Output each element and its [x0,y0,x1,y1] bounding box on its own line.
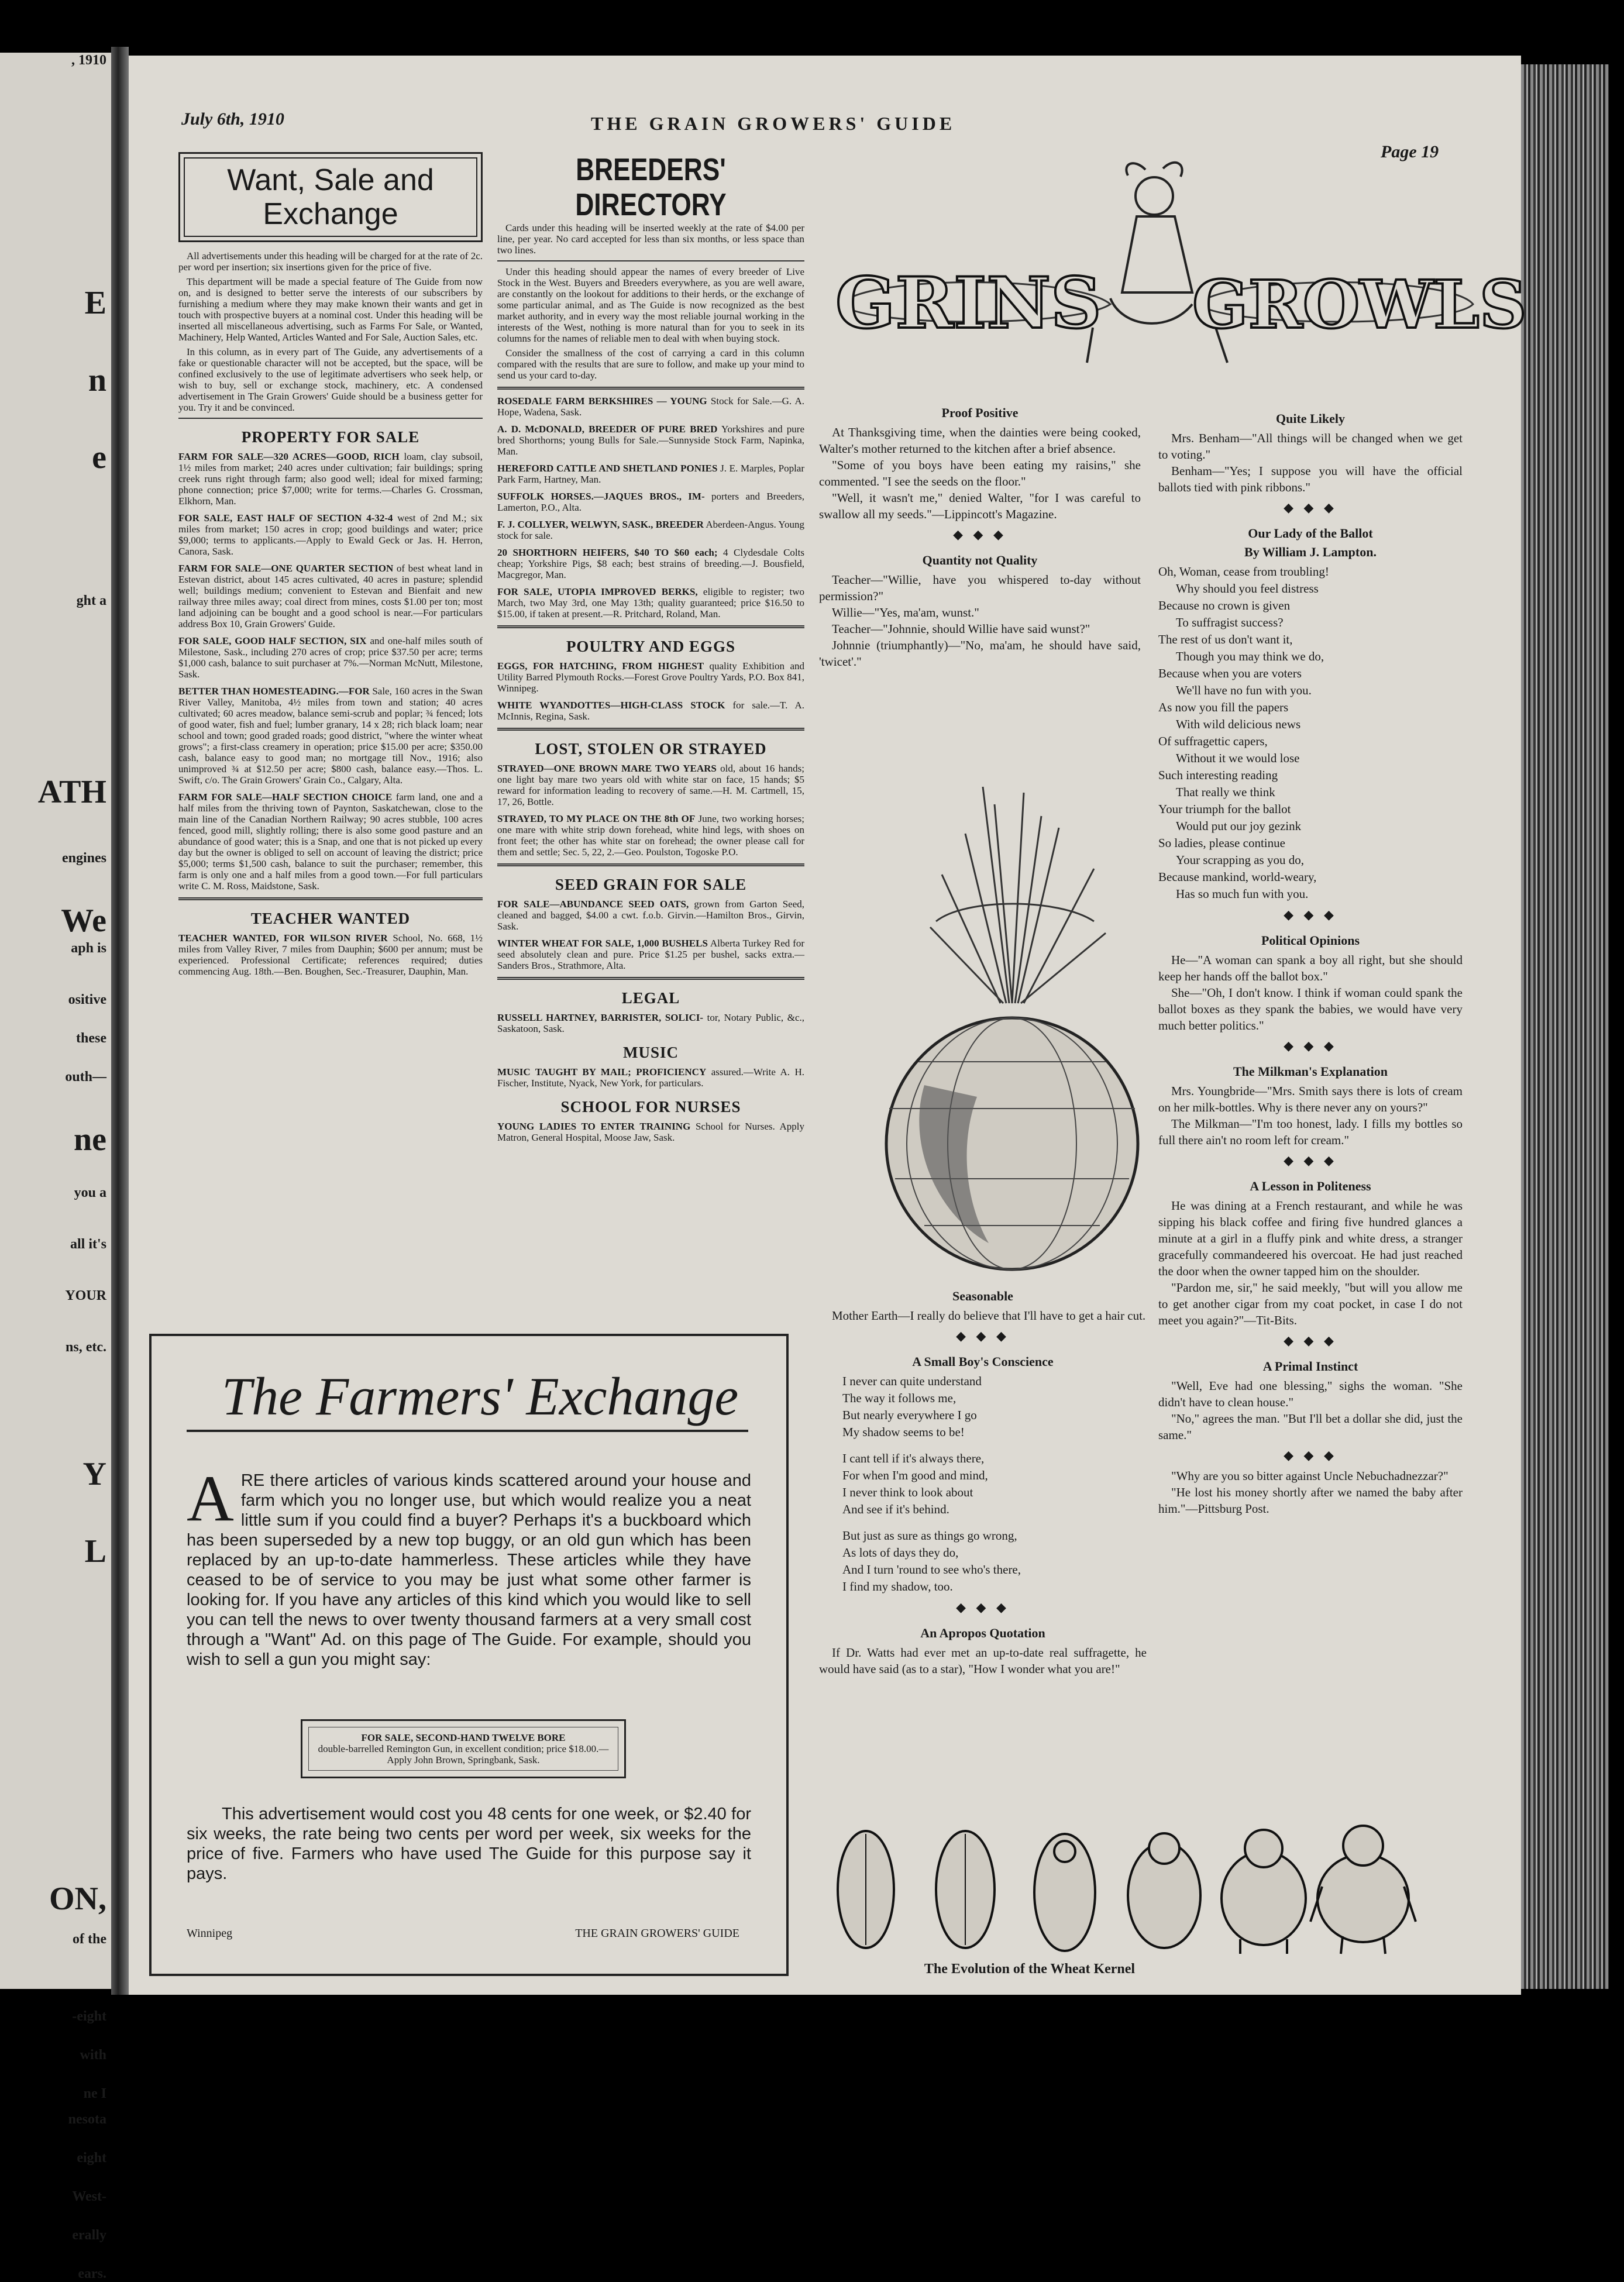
grins-word: GRINS [835,262,1102,345]
previous-page-fragment: ne I [83,2086,106,2101]
verse-line: Without it we would lose [1176,751,1300,765]
page-gutter [111,47,129,1995]
story-paragraph: Teacher—"Willie, have you whispered to-day without permission?" [819,573,1141,603]
book-page-edges [1521,64,1609,1989]
breeders-intro-3: Consider the smallness of the cost of carrying a card in this column compared with the results that are sure to follow, and make up your mind to send us your card to-day. [497,347,804,381]
previous-page-fragment: ght a [76,593,106,608]
verse-line: I never can quite understand [842,1374,982,1388]
want-sale-column [178,152,483,983]
poultry-ad-body: quality Exhibition and Utility Barred Plymouth Rocks.—Forest Grove Poultry Yards, P.O. Box 841, Winnipeg. [497,660,804,694]
story-paragraph: The Milkman—"I'm too honest, lady. I fills my bottles so full there ain't no room left for cream." [1158,1117,1463,1147]
breeders-intro-1: Cards under this heading will be inserted weekly at the rate of $4.00 per line, per year. No card accepted for less than six months, or less space than two lines. [497,222,804,256]
property-ad-head: FARM FOR SALE—ONE QUARTER SECTION [178,563,394,574]
farmers-exchange-footer-left: Winnipeg [187,1927,233,1940]
want-sale-intro-1: All advertisements under this heading will be charged for at the rate of 2c. per word per insertion; six insertions given for the price of five. [178,250,483,273]
verse-line: But nearly everywhere I go [842,1408,977,1422]
verse-line: For when I'm good and mind, [842,1468,988,1482]
ballot-author: By William J. Lampton. [1244,545,1377,559]
poultry-ad-head: WHITE WYANDOTTES—HIGH-CLASS STOCK [497,700,725,711]
story-paragraph: "He lost his money shortly after we named the baby after him."—Pittsburg Post. [1158,1485,1463,1516]
breeder-card [497,547,804,580]
previous-page-edge [0,53,111,2281]
previous-page-fragment: these [76,1031,106,1046]
breeder-card [497,586,804,619]
legal-heading: LEGAL [621,989,680,1007]
page-number: Page 19 [1381,142,1439,161]
previous-page-fragment: e [92,439,106,476]
nurses-ad-body: School for Nurses. Apply Matron, General Hospital, Moose Jaw, Sask. [497,1121,804,1143]
poultry-ad [497,660,804,694]
verse-line: Oh, Woman, cease from troubling! [1158,565,1329,579]
breeder-card [497,424,804,457]
farmers-exchange-footer-right: THE GRAIN GROWERS' GUIDE [575,1927,739,1940]
previous-page-fragment: outh— [65,1069,106,1085]
story-paragraph: He—"A woman can spank a boy all right, but she should keep her hands off the ballot box." [1158,953,1463,983]
previous-page-fragment: eight [77,2150,106,2166]
verse-line [842,1518,1147,1527]
story-paragraph: Johnnie (triumphantly)—"No, ma'am, he should have said, 'twicet'." [819,638,1141,669]
verse-line: Your triumph for the ballot [1158,802,1291,816]
seed-ad [497,938,804,971]
lost-ads-list [497,763,804,858]
story-title: Proof Positive [941,405,1019,420]
growls-word: GROWLS [1192,267,1527,343]
breeders-intro-2: Under this heading should appear the names of every breeder of Live Stock in the West. Buyers and Breeders everywhere, as you are well aware, are constantly on the lookout for additions to their herds, or the exchange of some particular animal, and as The Guide is now recognized as the best market authority, and in every way the most reliable journal working in the interests of the West, nothing is more natural than for you to seek in its columns for the names of reliable men to deal with when buying stock. [497,266,804,344]
story-title: Political Opinions [1261,933,1360,948]
separator: ◆ ◆ ◆ [1284,1333,1337,1348]
breeder-card-body: eligible to register; two March, two May 3rd, one May 13th; quality guaranteed; price $16.50 to $15.00, if taken at present.—R. Pritchard, Roland, Man. [497,586,805,619]
previous-page-fragment: YOUR [65,1288,106,1303]
nurses-ad [497,1121,804,1143]
previous-page-fragment: ATH [37,774,106,810]
previous-page-fragment: -eight [72,2009,106,2024]
property-ad-body: of best wheat land in Estevan district, about 145 acres cultivated, 40 acres in pasture; splendid well; buildings medium; convenient to Estevan and Bienfait and new railway three miles away; coal direct from mines, costs $1.00 per ton; most land adjoining can be bought and a good school is near.—For particulars address Box 10, Grain Growers' Guide. [178,563,483,629]
story-title: A Lesson in Politeness [1250,1179,1371,1193]
grins-right-column [1158,401,1463,1517]
verse-line: Would put our joy gezink [1176,819,1302,833]
music-ad-head: MUSIC TAUGHT BY MAIL; PROFICIENCY [497,1066,707,1078]
breeders-column [497,152,804,1149]
lost-ad [497,813,804,858]
story-paragraph: She—"Oh, I don't know. I think if woman could spank the ballot boxes as they spank the babies, we would have very much better politics." [1158,986,1463,1032]
page-date: July 6th, 1910 [181,109,284,129]
lost-ad [497,763,804,807]
breeder-card-body: Aberdeen-Angus. Young stock for sale. [497,519,805,541]
verse-line: We'll have no fun with you. [1176,683,1312,697]
story-paragraph: Willie—"Yes, ma'am, wunst." [832,605,979,619]
verse-line: Your scrapping as you do, [1176,853,1304,867]
breeder-card-head: 20 SHORTHORN HEIFERS, $40 TO $60 each; [497,547,718,558]
grins-left-column [819,395,1141,670]
verse-line: Such interesting reading [1158,768,1278,782]
verse-line: With wild delicious news [1176,717,1301,731]
breeder-card-head: FOR SALE, UTOPIA IMPROVED BERKS, [497,586,698,597]
seed-heading: SEED GRAIN FOR SALE [555,876,747,893]
verse-line: But just as sure as things go wrong, [842,1529,1017,1543]
poultry-heading: POULTRY AND EGGS [566,638,736,655]
lost-heading: LOST, STOLEN OR STRAYED [535,740,767,758]
ballot-title: Our Lady of the Ballot [1248,526,1373,541]
breeders-title: BREEDERS' DIRECTORY [575,152,727,222]
breeder-card-body: Yorkshires and pure bred Shorthorns; young Bulls for Sale.—Sunnyside Stock Farm, Napinka, Man. [497,424,804,457]
verse-line: I find my shadow, too. [842,1579,953,1593]
verse-line: And I turn 'round to see who's there, [842,1562,1021,1577]
farmers-exchange-body [187,1462,751,1670]
property-ads-list [178,451,483,892]
breeder-card-body: J. E. Marples, Poplar Park Farm, Hartney, Man. [497,463,805,485]
seed-ad-head: FOR SALE—ABUNDANCE SEED OATS, [497,899,689,910]
story-paragraph: Benham—"Yes; I suppose you will have the official ballots tied with pink ribbons." [1158,464,1463,494]
grins-growls-illustration [818,152,1527,398]
verse-line: My shadow seems to be! [842,1425,965,1439]
verse-line: Because no crown is given [1158,598,1291,612]
property-ad [178,563,483,629]
verse-line: Of suffragettic capers, [1158,734,1268,748]
nurses-ad-head: YOUNG LADIES TO ENTER TRAINING [497,1121,691,1132]
seed-ads-list [497,899,804,971]
story-paragraph: Mrs. Youngbride—"Mrs. Smith says there is lots of cream on her milk-bottles. Why is there never any on yours?" [1158,1084,1463,1114]
verse-line: Because when you are voters [1158,666,1302,680]
property-ad-head: FOR SALE, GOOD HALF SECTION, SIX [178,635,367,646]
poultry-ad-head: EGGS, FOR HATCHING, FROM HIGHEST [497,660,704,672]
verse-line: As lots of days they do, [842,1546,959,1560]
verse-line: As now you fill the papers [1158,700,1289,714]
want-sale-heading-box [178,152,483,242]
separator: ◆ ◆ ◆ [1284,1153,1337,1168]
want-sale-heading-line2: Exchange [263,197,398,231]
previous-page-fragment: E [84,285,106,321]
property-ad-head: FOR SALE, EAST HALF OF SECTION 4-32-4 [178,512,393,524]
nurses-heading: SCHOOL FOR NURSES [560,1098,741,1116]
previous-page-fragment: We [61,903,106,939]
sample-ad-body: double-barrelled Remington Gun, in excellent condition; price $18.00.—Apply John Brown, Springbank, Sask. [318,1743,609,1765]
property-ad-head: FARM FOR SALE—320 ACRES—GOOD, RICH [178,451,400,462]
seasonable-text: Mother Earth—I really do believe that I'll have to get a hair cut. [832,1309,1146,1323]
story-paragraph: Mrs. Benham—"All things will be changed when we get to voting." [1158,431,1463,462]
previous-page-fragment: aph is [71,941,106,956]
story-paragraph: He was dining at a French restaurant, and while he was sipping his black coffee and firing five hundred glances a minute at a girl in a fluffy pink and white dress, a stranger gracefully commandeered his overcoat. He had just reached the door when the owner tapped him on the shoulder. [1158,1199,1463,1278]
conscience-title: A Small Boy's Conscience [912,1354,1054,1369]
mother-earth-illustration [848,781,1176,1284]
farmers-exchange-text-1: RE there articles of various kinds scattered around your house and farm which you no longer use, but which would realize you a neat little sum if you could find a buyer? Perhaps it's a buckboard which has been superseded by a new top buggy, or an old gun which has been replaced by an up-to-date hammerless. These articles while they have ceased to be of service to you may be just what some other farmer is looking for. If you have any articles of this kind which you would like to sell you can tell the news to over twenty thousand farmers at a very small cost through a "Want" Ad. on this page of The Guide. For example, should you wish to sell a gun you might say: [187,1471,751,1669]
farmers-exchange-dropcap: A [187,1462,234,1535]
story-title: A Primal Instinct [1262,1359,1358,1374]
property-ad-body: Sale, 160 acres in the Swan River Valley, Manitoba, 4½ miles from town and station; 40 acres cultivated; 60 acres meadow, balance semi-scrub and poplar; ¾ fenced; lots of good water, fish and fuel; lumber granary, 14 x 28; rich black loam; near school and town; good graded roads; good district, "where the winter wheat grows"; a first-class creamery in operation; price $15.00 per acre; $350.00 cash, balance easy to good man; no mortgage till Nov., 1916; also unimproved ¾ at $12.50 per acre; $800 cash, balance easy.—Thos. L. Swift, c/o. The Grain Growers' Grain Co., Calgary, Alta. [178,686,483,786]
verse-line: The way it follows me, [842,1391,956,1405]
story-title: Quantity not Quality [922,553,1038,567]
story-paragraph: "No," agrees the man. "But I'll bet a dollar she did, just the same." [1158,1412,1463,1442]
previous-page-fragment: ns, etc. [66,1340,106,1355]
separator: ◆ ◆ ◆ [1284,1448,1337,1462]
property-heading: PROPERTY FOR SALE [241,428,420,446]
want-sale-intro-3: In this column, as in every part of The Guide, any advertisements of a fake or questionable character will not be accepted, but the space, will be confined exclusively to the use of legitimate advertisers who seek help, or wish to buy, sell or exchange stock, machinery, etc. A condensed advertisement in The Grain Growers' Guide should be a business getter for you. Try it and be convinced. [178,346,483,413]
breeder-card-body: 4 Clydesdale Colts cheap; Yorkshire Pigs, $8 each; best strains of breeding.—J. Bousfield, Macgregor, Man. [497,547,804,580]
verse-line: So ladies, please continue [1158,836,1285,850]
breeder-cards-list [497,395,804,619]
previous-page-fragment: ears. [78,2266,106,2281]
previous-page-fragment: ositive [68,992,106,1007]
lost-ad-body: old, about 16 hands; one light bay mare two years old with white star on face, 15 hands; $5 reward for information leading to recovery of same.—H. M. Cartmell, 15, 17, 26, Bottle. [497,763,804,807]
legal-ad-head: RUSSELL HARTNEY, BARRISTER, SOLICI- [497,1012,704,1023]
wheat-kernel-drawings [807,1816,1486,1957]
verse-line: And see if it's behind. [842,1502,949,1516]
story-paragraph: "Pardon me, sir," he said meekly, "but will you allow me to get another cigar from my coat pocket, in case I do not meet you again?"—Tit-Bits. [1158,1281,1463,1327]
page-title: THE GRAIN GROWERS' GUIDE [591,113,956,134]
previous-page-fragment: with [80,2047,106,2063]
story-paragraph: "Well, it wasn't me," denied Walter, "for I was careful to swallow all my seeds."—Lippincott's Magazine. [819,491,1141,521]
legal-ad-body: tor, Notary Public, &c., Saskatoon, Sask. [497,1012,805,1034]
breeder-card-head: HEREFORD CATTLE AND SHETLAND PONIES [497,463,718,474]
conscience-poem [819,1373,1147,1595]
farmers-exchange-box [149,1334,789,1976]
previous-page-fragment: nesota [68,2112,106,2127]
breeder-card-head: F. J. COLLYER, WELWYN, SASK., BREEDER [497,519,704,530]
music-ad-body: assured.—Write A. H. Fischer, Institute, Nyack, New York, for particulars. [497,1066,804,1089]
grins-growls-banner [818,152,1527,398]
music-heading: MUSIC [622,1044,679,1061]
seed-ad [497,899,804,932]
breeder-card-body: porters and Breeders, Lamerton, P.O., Alta. [497,491,804,513]
breeder-card [497,395,804,418]
property-ad [178,451,483,507]
previous-page-fragment: n [88,362,106,398]
previous-page-fragment: ON, [49,1881,106,1917]
property-ad [178,791,483,892]
separator: ◆ ◆ ◆ [956,1600,1010,1615]
verse-line: That really we think [1176,785,1275,799]
farmers-exchange-text-2: This advertisement would cost you 48 cents for one week, or $2.40 for six weeks, the rate being two cents per word per week, six weeks for the price of five. Farmers who have used The Guide for this purpose say it pays. [187,1805,751,1883]
property-ad [178,635,483,680]
ballot-poem [1158,563,1463,903]
separator: ◆ ◆ ◆ [1284,1038,1337,1053]
verse-line: To suffragist success? [1176,615,1284,629]
separator: ◆ ◆ ◆ [1284,907,1337,922]
verse-line: Has so much fun with you. [1176,887,1309,901]
poultry-ads-list [497,660,804,722]
previous-page-fragment: ne [74,1121,106,1158]
previous-page-fragment: L [84,1533,106,1569]
newspaper-page [129,56,1527,1995]
lost-ad-body: June, two working horses; one mare with white strip down forehead, white hind legs, with shoes on front feet; the other has white star on forehead; the owner please call for them and settle; Sec. 5, 22, 2.—Geo. Poulston, Togoske P.O. [497,813,804,858]
grins-left-lower [819,1278,1147,1677]
sample-ad-head: FOR SALE, SECOND-HAND TWELVE BORE [361,1732,566,1743]
previous-page-fragment: you a [74,1185,106,1200]
story-title: The Milkman's Explanation [1233,1064,1388,1079]
sample-ad-box [301,1719,626,1778]
story-paragraph: "Some of you boys have been eating my raisins," she commented. "I see the seeds on the floor." [819,458,1141,488]
previous-page-fragment: all it's [70,1237,106,1252]
farmers-exchange-title: The Farmers' Exchange [222,1367,739,1426]
verse-line: The rest of us don't want it, [1158,632,1293,646]
breeder-card-head: ROSEDALE FARM BERKSHIRES — YOUNG [497,395,707,407]
separator: ◆ ◆ ◆ [953,527,1007,542]
verse-line [842,1441,1147,1450]
apropos-title: An Apropos Quotation [920,1626,1045,1640]
seed-ad-body: grown from Garton Seed, cleaned and bagged, $4.00 a cwt. f.o.b. Girvin.—Hamilton Bros., Girvin, Sask. [497,899,804,932]
property-ad-body: west of 2nd M.; six miles from market; 150 acres in crop; good buildings and water; price $9,000; terms to applicants.—Apply to Ewald Geck or Jas. H. Herron, Canora, Sask. [178,512,483,557]
verse-line: Why should you feel distress [1176,581,1319,596]
wheat-kernel-caption: The Evolution of the Wheat Kernel [924,1961,1136,1977]
poultry-ad [497,700,804,722]
breeder-card [497,519,804,541]
apropos-text: If Dr. Watts had ever met an up-to-date real suffragette, he would have said (as to a star), "How I wonder what you are!" [819,1646,1147,1676]
legal-ad [497,1012,804,1034]
story-title: Quite Likely [1276,411,1345,426]
property-ad [178,512,483,557]
poultry-ad-body: for sale.—T. A. McInnis, Regina, Sask. [497,700,804,722]
story-paragraph: Teacher—"Johnnie, should Willie have said wunst?" [832,622,1090,636]
seasonable-title: Seasonable [952,1289,1013,1303]
verse-line: I cant tell if it's always there, [842,1451,985,1465]
want-sale-intro-2: This department will be made a special feature of The Guide from now on, and is designed to better serve the interests of our subscribers by furnishing a medium where they may make known their wants and get in touch with prospective buyers at a nominal cost. Under this heading will be inserted all miscellaneous advertising, such as Farms For Sale, or Wanted, Machinery, Help Wanted, Articles Wanted and For Sale, Auction Sales, etc. [178,276,483,343]
previous-page-fragment: of the [73,1932,106,1947]
property-ad-body: farm land, one and a half miles from the thriving town of Paynton, Saskatchewan, close to the main line of the Canadian Northern Railway; 90 acres stubble, 100 acres fenced, good mill, slightly rolling; there is also some good pasture and an abundance of good water; this is a Snap, and one that is not picked up every day but the owner is obliged to sell on account of leaving the district; price $5,000; terms $1,500 cash, balance to suit the purchaser; remember, this farm is only one and a half miles from a good town.—For full particulars write C. M. Ross, Maidstone, Sask. [178,791,483,892]
previous-page-fragment: , 1910 [71,53,106,68]
property-ad [178,686,483,786]
previous-page-fragment: engines [61,851,106,866]
teacher-ad-head: TEACHER WANTED, FOR WILSON RIVER [178,932,388,944]
breeder-card [497,463,804,485]
separator: ◆ ◆ ◆ [956,1328,1010,1343]
farmers-exchange-footer [187,1927,751,1940]
property-ad-head: FARM FOR SALE—HALF SECTION CHOICE [178,791,393,803]
want-sale-heading-line1: Want, Sale and [227,163,434,197]
lost-ad-head: STRAYED—ONE BROWN MARE TWO YEARS [497,763,717,774]
property-ad-body: loam, clay subsoil, 1½ miles from market; 240 acres under cultivation; fair buildings; spring creek runs right through farm; also good well; ideal for mixed farming; phone connection; price $7,000; write for terms.—Charles G. Crossman, Elkhorn, Man. [178,451,483,507]
property-ad-body: and one-half miles south of Milestone, Sask., including 270 acres of crop; price $37.50 per acre; terms $1,000 cash, balance to suit purchaser at 7%.—Norman McNutt, Milestone, Sask. [178,635,483,680]
breeder-card [497,491,804,513]
separator: ◆ ◆ ◆ [1284,500,1337,515]
story-paragraph: "Why are you so bitter against Uncle Nebuchadnezzar?" [1171,1469,1448,1483]
teacher-ad [178,932,483,977]
verse-line: I never think to look about [842,1485,973,1499]
story-paragraph: "Well, Eve had one blessing," sighs the woman. "She didn't have to clean house." [1158,1379,1463,1409]
breeder-card-head: A. D. McDONALD, BREEDER OF PURE BRED [497,424,718,435]
previous-page-fragment: West- [72,2189,106,2204]
verse-line: Though you may think we do, [1176,649,1324,663]
verse-line: Because mankind, world-weary, [1158,870,1317,884]
wheat-kernel-evolution [807,1816,1486,1986]
seed-ad-body: Alberta Turkey Red for seed absolutely clean and pure. Price $1.25 per bushel, sacks extra.—Sanders Bros., Strathmore, Alta. [497,938,805,971]
story-paragraph: At Thanksgiving time, when the dainties were being cooked, Walter's mother returned to the kitchen after a brief absence. [819,425,1141,456]
breeder-card-body: Stock for Sale.—G. A. Hope, Wadena, Sask. [497,395,804,418]
music-ad [497,1066,804,1089]
teacher-ad-body: School, No. 668, 1½ miles from Valley River, 7 miles from Dauphin; $600 per annum; must be experienced. Professional Certificate; references required; duties commencing Aug. 18th.—Ben. Boughen, Sec.-Treasurer, Dauphin, Man. [178,932,483,977]
teacher-heading: TEACHER WANTED [250,910,411,927]
previous-page-fragment: erally [72,2228,106,2243]
lost-ad-head: STRAYED, TO MY PLACE ON THE 8th OF [497,813,696,824]
property-ad-head: BETTER THAN HOMESTEADING.—FOR [178,686,370,697]
previous-page-fragment: Y [82,1456,106,1492]
breeder-card-head: SUFFOLK HORSES.—JAQUES BROS., IM- [497,491,705,502]
seed-ad-head: WINTER WHEAT FOR SALE, 1,000 BUSHELS [497,938,708,949]
